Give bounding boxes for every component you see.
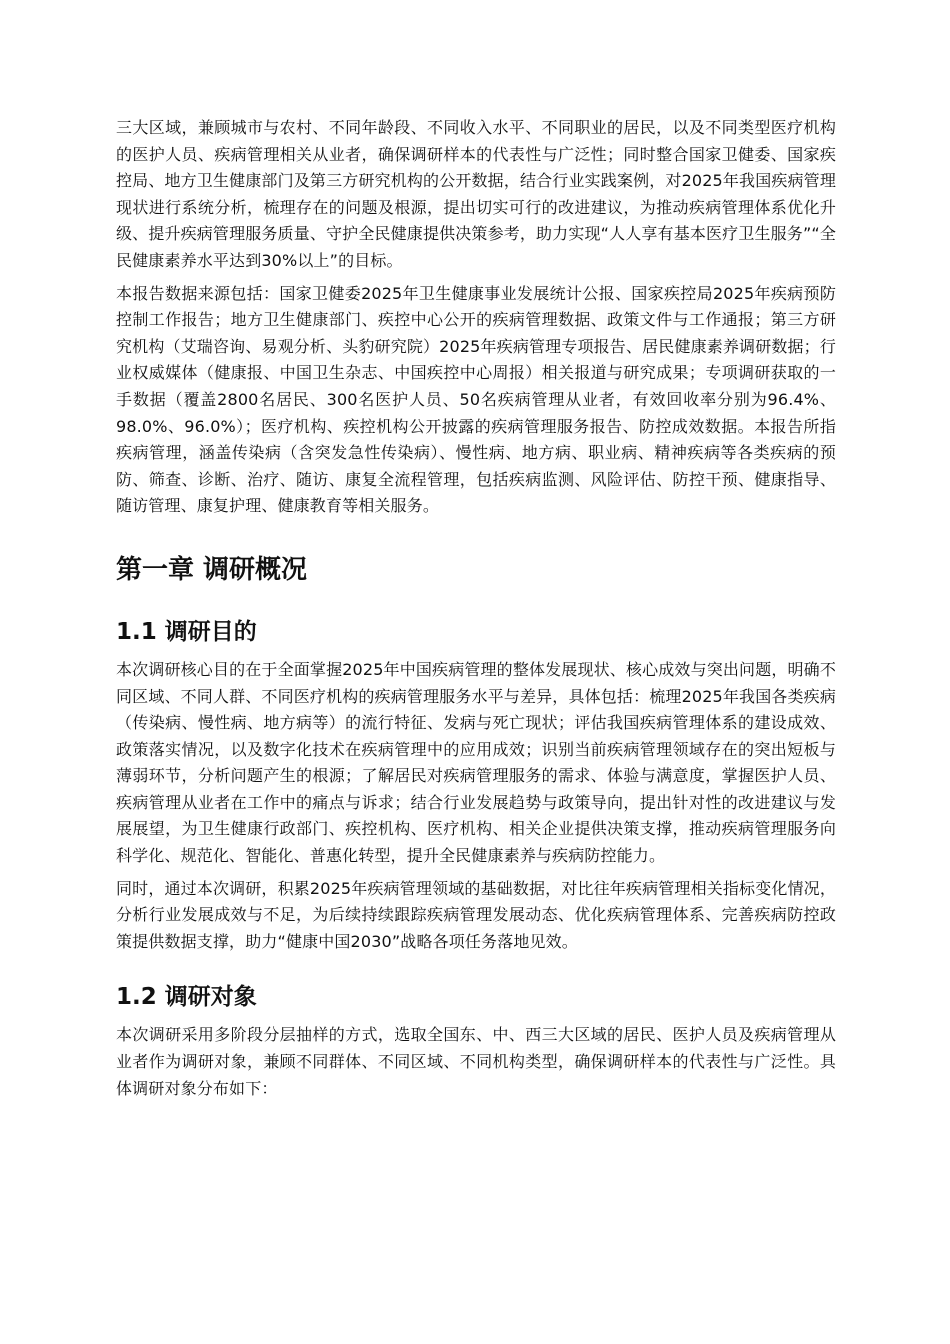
intro-paragraph-data-sources: 本报告数据来源包括：国家卫健委2025年卫生健康事业发展统计公报、国家疾控局2025年疾病预防控制工作报告；地方卫生健康部门、疾控中心公开的疾病管理数据、政策文件与工作通报；第三方研究机构（艾瑞咨询、易观分析、头豹研究院）2025年疾病管理专项报告、居民健康素养调研数据；行业权威媒体（健康报、中国卫生杂志、中国疾控中心周报）相关报道与研究成果；专项调研获取的一手数据（覆盖2800名居民、300名医护人员、50名疾病管理从业者，有效回收率分别为96.4%、98.0%、96.0%）；医疗机构、疾控机构公开披露的疾病管理服务报告、防控成效数据。本报告所指疾病管理，涵盖传染病（含突发急性传染病）、慢性病、地方病、职业病、精神疾病等各类疾病的预防、筛查、诊断、治疗、随访、康复全流程管理，包括疾病监测、风险评估、防控干预、健康指导、随访管理、康复护理、健康教育等相关服务。 (116, 283, 836, 516)
research-purpose-paragraph-1: 本次调研核心目的在于全面掌握2025年中国疾病管理的整体发展现状、核心成效与突出问题，明确不同区域、不同人群、不同医疗机构的疾病管理服务水平与差异，具体包括：梳理2025年我国各类疾病（传染病、慢性病、地方病等）的流行特征、发病与死亡现状；评估我国疾病管理体系的建设成效、政策落实情况，以及数字化技术在疾病管理中的应用成效；识别当前疾病管理领域存在的突出短板与薄弱环节，分析问题产生的根源；了解居民对疾病管理服务的需求、体验与满意度，掌握医护人员、疾病管理从业者在工作中的痛点与诉求；结合行业发展趋势与政策导向，提出针对性的改进建议与发展展望，为卫生健康行政部门、疾控机构、医疗机构、相关企业提供决策支撑，推动疾病管理服务向科学化、规范化、智能化、普惠化转型，提升全民健康素养与疾病防控能力。 (116, 659, 836, 866)
section-title-research-subjects: 1.2 调研对象 (116, 984, 257, 1011)
section-title-research-purpose: 1.1 调研目的 (116, 618, 257, 645)
document-page (116, 115, 836, 1102)
research-purpose-paragraph-2: 同时，通过本次调研，积累2025年疾病管理领域的基础数据，对比往年疾病管理相关指标变化情况，分析行业发展成效与不足，为后续持续跟踪疾病管理发展动态、优化疾病管理体系、完善疾病防控政策提供数据支撑，助力“健康中国2030”战略各项任务落地见效。 (116, 878, 836, 951)
research-subjects-paragraph-1: 本次调研采用多阶段分层抽样的方式，选取全国东、中、西三大区域的居民、医护人员及疾病管理从业者作为调研对象，兼顾不同群体、不同区域、不同机构类型，确保调研样本的代表性与广泛性。具体调研对象分布如下： (116, 1025, 836, 1098)
intro-paragraph-1: 三大区域，兼顾城市与农村、不同年龄段、不同收入水平、不同职业的居民，以及不同类型医疗机构的医护人员、疾病管理相关从业者，确保调研样本的代表性与广泛性；同时整合国家卫健委、国家疾控局、地方卫生健康部门及第三方研究机构的公开数据，结合行业实践案例，对2025年我国疾病管理现状进行系统分析，梳理存在的问题及根源，提出切实可行的改进建议，为推动疾病管理体系优化升级、提升疾病管理服务质量、守护全民健康提供决策参考，助力实现“人人享有基本医疗卫生服务”“全民健康素养水平达到30%以上”的目标。 (116, 118, 836, 270)
chapter-title: 第一章 调研概况 (116, 554, 308, 585)
